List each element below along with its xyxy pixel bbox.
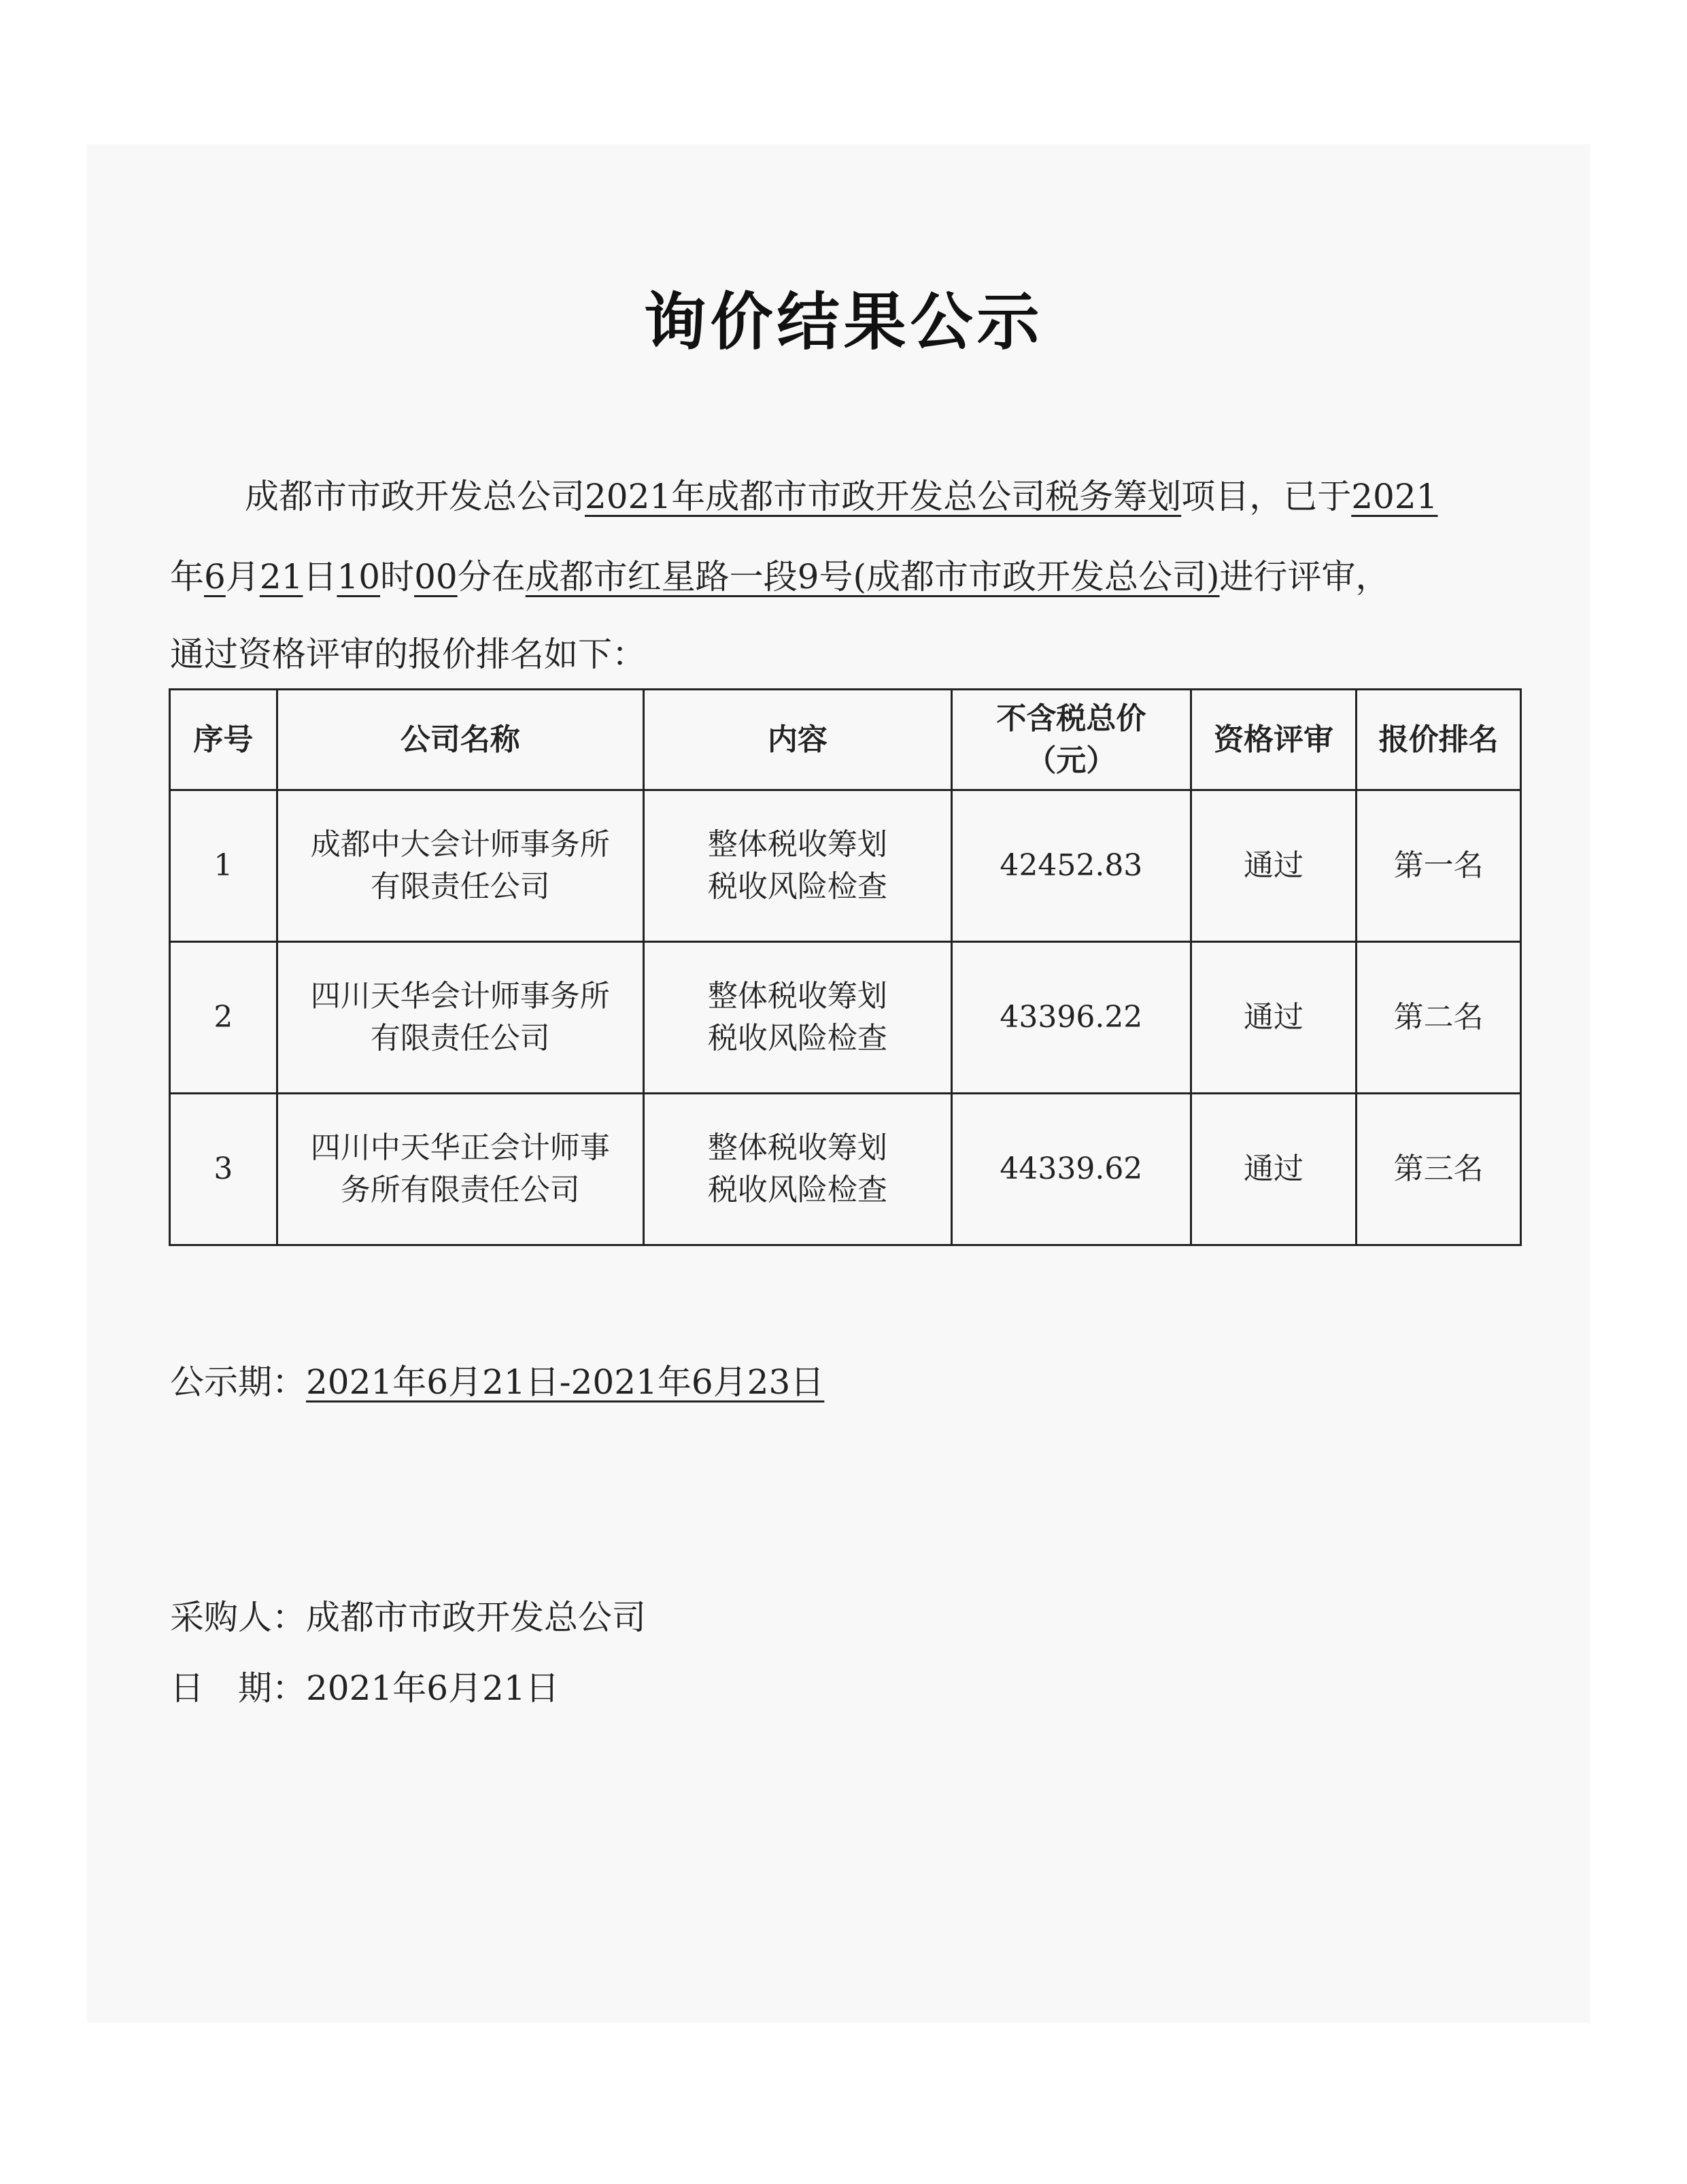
buyer-label: 采购人： <box>170 1598 306 1637</box>
content-line2: 税收风险检查 <box>707 1021 887 1056</box>
table-row <box>170 942 1521 1094</box>
company-line2: 有限责任公司 <box>370 1021 550 1056</box>
intro-shi: 时 <box>380 557 415 597</box>
cell-rank: 第三名 <box>1357 1094 1521 1245</box>
cell-company <box>277 790 643 942</box>
table-row <box>170 1094 1521 1245</box>
cell-price: 43396.22 <box>951 942 1191 1094</box>
cell-price: 44339.62 <box>951 1094 1191 1245</box>
intro-text-a: 项目，已于 <box>1181 477 1352 516</box>
cell-content <box>643 790 951 942</box>
content-line1: 整体税收筹划 <box>707 1130 887 1166</box>
buyer <box>170 1590 1530 1639</box>
header-price-line1: 不含税总价 <box>996 701 1146 736</box>
company-line1: 成都中大会计师事务所 <box>310 827 610 862</box>
buyer-value: 成都市市政开发总公司 <box>306 1598 646 1637</box>
date-label: 日 期： <box>170 1668 306 1708</box>
intro-line-3: 通过资格评审的报价排名如下： <box>170 635 646 674</box>
notice-period-label: 公示期： <box>170 1362 306 1402</box>
content-line1: 整体税收筹划 <box>707 827 887 862</box>
company-line2: 有限责任公司 <box>370 869 550 904</box>
intro-project: 2021年成都市市政开发总公司税务筹划 <box>585 477 1182 516</box>
content-line2: 税收风险检查 <box>707 1173 887 1207</box>
header-rank: 报价排名 <box>1357 690 1521 790</box>
company-line2: 务所有限责任公司 <box>340 1173 580 1207</box>
results-table <box>169 688 1522 1246</box>
content-line2: 税收风险检查 <box>707 869 887 904</box>
intro-year: 2021 <box>1351 477 1438 516</box>
cell-review: 通过 <box>1191 942 1357 1094</box>
company-line1: 四川天华会计师事务所 <box>310 979 610 1014</box>
intro-month: 6 <box>204 557 226 597</box>
intro-nian: 年 <box>170 557 204 597</box>
cell-rank: 第二名 <box>1357 942 1521 1094</box>
intro-hour: 10 <box>337 557 381 597</box>
cell-no: 1 <box>170 790 277 942</box>
intro-location: 成都市红星路一段9号(成都市市政开发总公司) <box>525 557 1220 597</box>
header-content: 内容 <box>643 690 951 790</box>
intro-line-2 <box>170 550 1530 599</box>
cell-review: 通过 <box>1191 790 1357 942</box>
cell-no: 3 <box>170 1094 277 1245</box>
table-row <box>170 790 1521 942</box>
content-line1: 整体税收筹划 <box>707 979 887 1014</box>
page-title: 询价结果公示 <box>643 286 1044 358</box>
table-header-row <box>170 690 1521 790</box>
notice-period-value: 2021年6月21日-2021年6月23日 <box>306 1362 825 1402</box>
date-value: 2021年6月21日 <box>306 1668 560 1708</box>
cell-content <box>643 942 951 1094</box>
intro-line-1 <box>245 469 1605 518</box>
intro-purchaser: 成都市市政开发总公司 <box>245 477 585 516</box>
cell-company <box>277 942 643 1094</box>
cell-content <box>643 1094 951 1245</box>
document-date <box>170 1661 1530 1710</box>
header-no: 序号 <box>170 690 277 790</box>
cell-no: 2 <box>170 942 277 1094</box>
header-price-line2: （元） <box>1026 743 1117 778</box>
cell-rank: 第一名 <box>1357 790 1521 942</box>
cell-company <box>277 1094 643 1245</box>
cell-review: 通过 <box>1191 1094 1357 1245</box>
header-price <box>951 690 1191 790</box>
intro-ri: 日 <box>303 557 337 597</box>
notice-period <box>170 1355 1530 1404</box>
header-company: 公司名称 <box>277 690 643 790</box>
cell-price: 42452.83 <box>951 790 1191 942</box>
intro-text-b: 进行评审， <box>1219 557 1390 597</box>
intro-minute: 00 <box>414 557 458 597</box>
company-line1: 四川中天华正会计师事 <box>310 1130 610 1166</box>
header-review: 资格评审 <box>1191 690 1357 790</box>
intro-day: 21 <box>259 557 303 597</box>
intro-yue: 月 <box>225 557 260 597</box>
intro-fen: 分在 <box>457 557 526 597</box>
